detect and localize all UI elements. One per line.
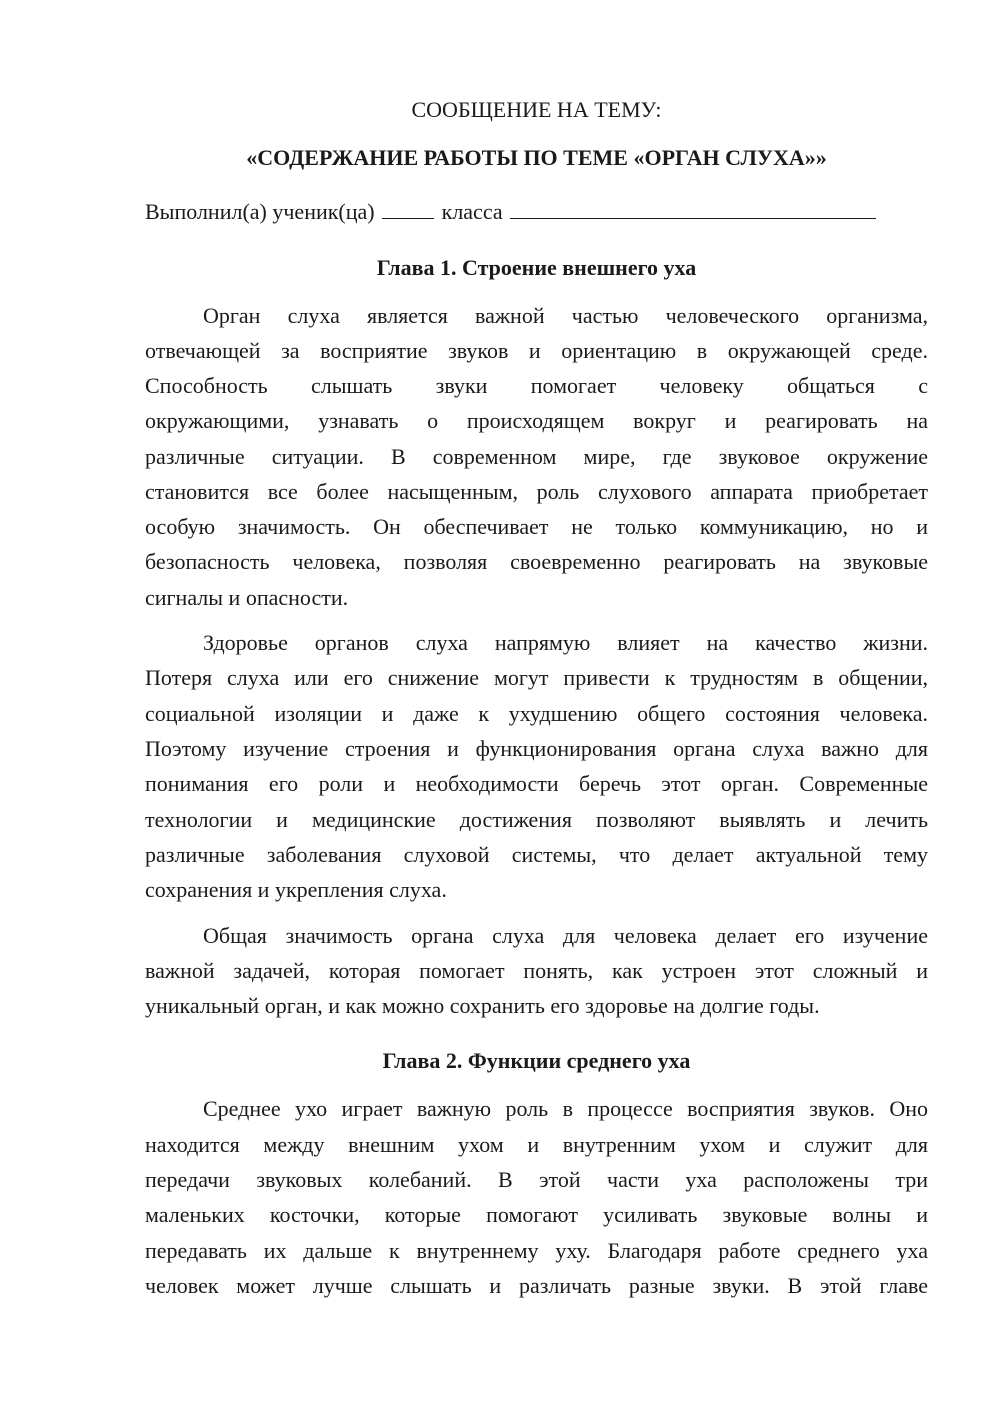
paragraph-line: маленьких косточки, которые помогают усиливать звуковые волны и <box>145 1202 928 1227</box>
paragraph-line: окружающими, узнавать о происходящем вокруг и реагировать на <box>145 408 928 433</box>
paragraph-line: различные заболевания слуховой системы, что делает актуальной тему <box>145 842 928 867</box>
paragraph-line: человек может лучше слышать и различать разные звуки. В этой главе <box>145 1273 928 1298</box>
paragraph-line: Орган слуха является важной частью человеческого организма, <box>203 303 928 328</box>
chapter1-heading: Глава 1. Строение внешнего уха <box>376 255 697 280</box>
paragraph-line: важной задачей, которая помогает понять, как устроен этот сложный и <box>145 958 928 983</box>
paragraph-line: сохранения и укрепления слуха. <box>145 877 447 902</box>
grade-blank-field <box>382 198 434 219</box>
name-blank-field <box>510 198 876 219</box>
paragraph-line: отвечающей за восприятие звуков и ориентацию в окружающей среде. <box>145 338 928 363</box>
paragraph-line: понимания его роли и необходимости беречь этот орган. Современные <box>145 771 928 796</box>
paragraph-line: технологии и медицинские достижения позволяют выявлять и лечить <box>145 807 928 832</box>
document-title-line2: «СОДЕРЖАНИЕ РАБОТЫ ПО ТЕМЕ «ОРГАН СЛУХА»» <box>246 145 827 170</box>
signature-line <box>145 197 928 227</box>
paragraph-line: Способность слышать звуки помогает человеку общаться с <box>145 373 928 398</box>
paragraph-line: Общая значимость органа слуха для человека делает его изучение <box>203 923 928 948</box>
paragraph-line: уникальный орган, и как можно сохранить его здоровье на долгие годы. <box>145 993 820 1018</box>
paragraph-line: социальной изоляции и даже к ухудшению общего состояния человека. <box>145 701 928 726</box>
paragraph-line: Среднее ухо играет важную роль в процессе восприятия звуков. Оно <box>203 1096 928 1121</box>
paragraph-line: Потеря слуха или его снижение могут привести к трудностям в общении, <box>145 665 928 690</box>
paragraph-line: безопасность человека, позволяя своевременно реагировать на звуковые <box>145 549 928 574</box>
paragraph-line: сигналы и опасности. <box>145 585 349 610</box>
chapter2-heading: Глава 2. Функции среднего уха <box>382 1048 691 1073</box>
paragraph-line: передачи звуковых колебаний. В этой части уха расположены три <box>145 1167 928 1192</box>
paragraph-line: особую значимость. Он обеспечивает не только коммуникацию, но и <box>145 514 928 539</box>
paragraph-line: становится все более насыщенным, роль слухового аппарата приобретает <box>145 479 928 504</box>
document-title-line1: СООБЩЕНИЕ НА ТЕМУ: <box>411 97 662 122</box>
paragraph-line: различные ситуации. В современном мире, где звуковое окружение <box>145 444 928 469</box>
paragraph-line: Поэтому изучение строения и функционирования органа слуха важно для <box>145 736 928 761</box>
class-label: класса <box>441 199 503 224</box>
paragraph-line: Здоровье органов слуха напрямую влияет на качество жизни. <box>203 630 928 655</box>
paragraph-line: передавать их дальше к внутреннему уху. Благодаря работе среднего уха <box>145 1238 928 1263</box>
paragraph-line: находится между внешним ухом и внутренним ухом и служит для <box>145 1132 928 1157</box>
performed-by-label: Выполнил(а) ученик(ца) <box>145 199 375 224</box>
